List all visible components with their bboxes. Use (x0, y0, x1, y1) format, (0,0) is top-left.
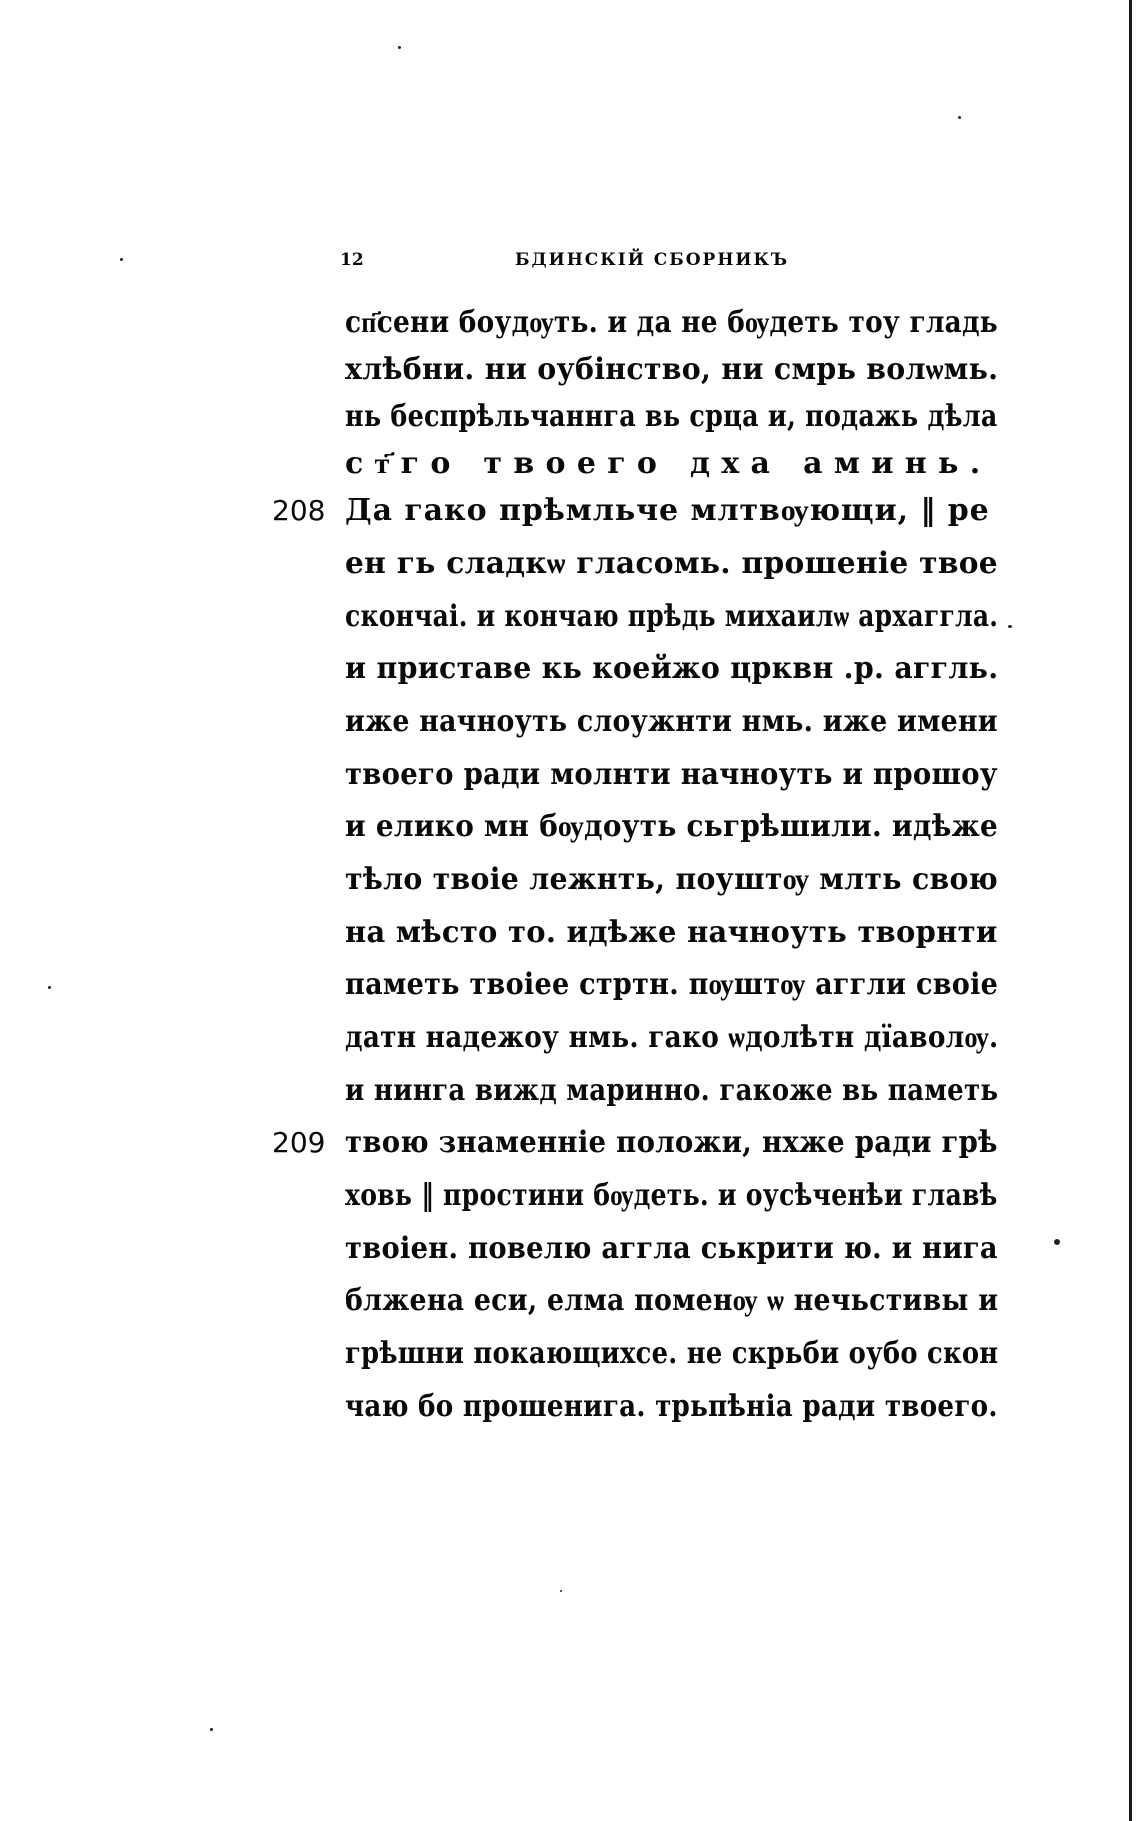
running-title: БДИНСКІЙ СБОРНИКЪ (515, 250, 790, 270)
text-line: тѣло твоіе лежнть, поуштѹ млть свою (345, 862, 999, 897)
text-line: ховь ‖ простини бѹдеть. и оусѣченѣи главѣ (345, 1178, 998, 1213)
margin-verse-number: 208 (272, 494, 326, 527)
speck (1008, 625, 1012, 628)
text-line: твоіен. повелю аггла ськрити ю. и нига (345, 1231, 998, 1266)
text-line: иже начноуть слоужнти нмь. иже имени (345, 704, 998, 739)
text-line: и приставе кь коейжо црквн .р. аггль. (345, 651, 999, 686)
text-line: на мѣсто то. идѣже начноуть творнти (345, 915, 998, 950)
text-line: сп҃сени боудѹть. и да не бѹдеть тоу гладь (345, 305, 998, 340)
speck (560, 1590, 562, 1592)
page-header (340, 250, 1000, 276)
text-line: и нинга вижд маринно. гакоже вь паметь (345, 1073, 999, 1108)
text-line: Да гако прѣмльче млтвѹющи, ‖ ре (345, 493, 990, 528)
text-line: хлѣбни. ни оубінство, ни смрь волѡмь. (345, 352, 999, 387)
speck (120, 258, 123, 261)
page-edge-shadow (1129, 0, 1132, 1821)
text-line: и елико мн бѹдоуть сьгрѣшили. идѣже (345, 809, 999, 844)
speck (958, 116, 961, 119)
text-line: твоего ради молнти начноуть и прошоу (345, 757, 998, 792)
text-line: ст҃го твоего дха аминь. (345, 446, 992, 481)
text-line: твою знаменніе положи, нхже ради грѣ (345, 1125, 998, 1160)
text-line: нь беспрѣльчаннга вь срца и, подажь дѣла (345, 399, 998, 434)
text-line: паметь твоіее стртн. пѹштѹ аггли своіе (345, 967, 999, 1002)
text-line: грѣшни покающихсе. не скрьби оубо скон (345, 1336, 999, 1371)
margin-verse-number: 209 (272, 1126, 326, 1159)
speck (398, 46, 401, 49)
speck (1054, 1239, 1060, 1245)
speck (210, 1728, 213, 1731)
speck (48, 986, 51, 989)
page-number: 12 (340, 250, 364, 270)
text-line: блжена еси, елма поменѹ ѡ нечьстивы и (345, 1283, 999, 1318)
text-line: датн надежоу нмь. гако ѡдолѣтн дїаволѹ. (345, 1020, 999, 1055)
text-line: скончаі. и кончаю прѣдь михаилѡ архаггла. (345, 599, 999, 634)
text-line: ен гь сладкѡ гласомь. прошеніе твое (345, 546, 998, 581)
text-line: чаю бо прошенига. трьпѣніа ради твоего. (345, 1389, 998, 1424)
